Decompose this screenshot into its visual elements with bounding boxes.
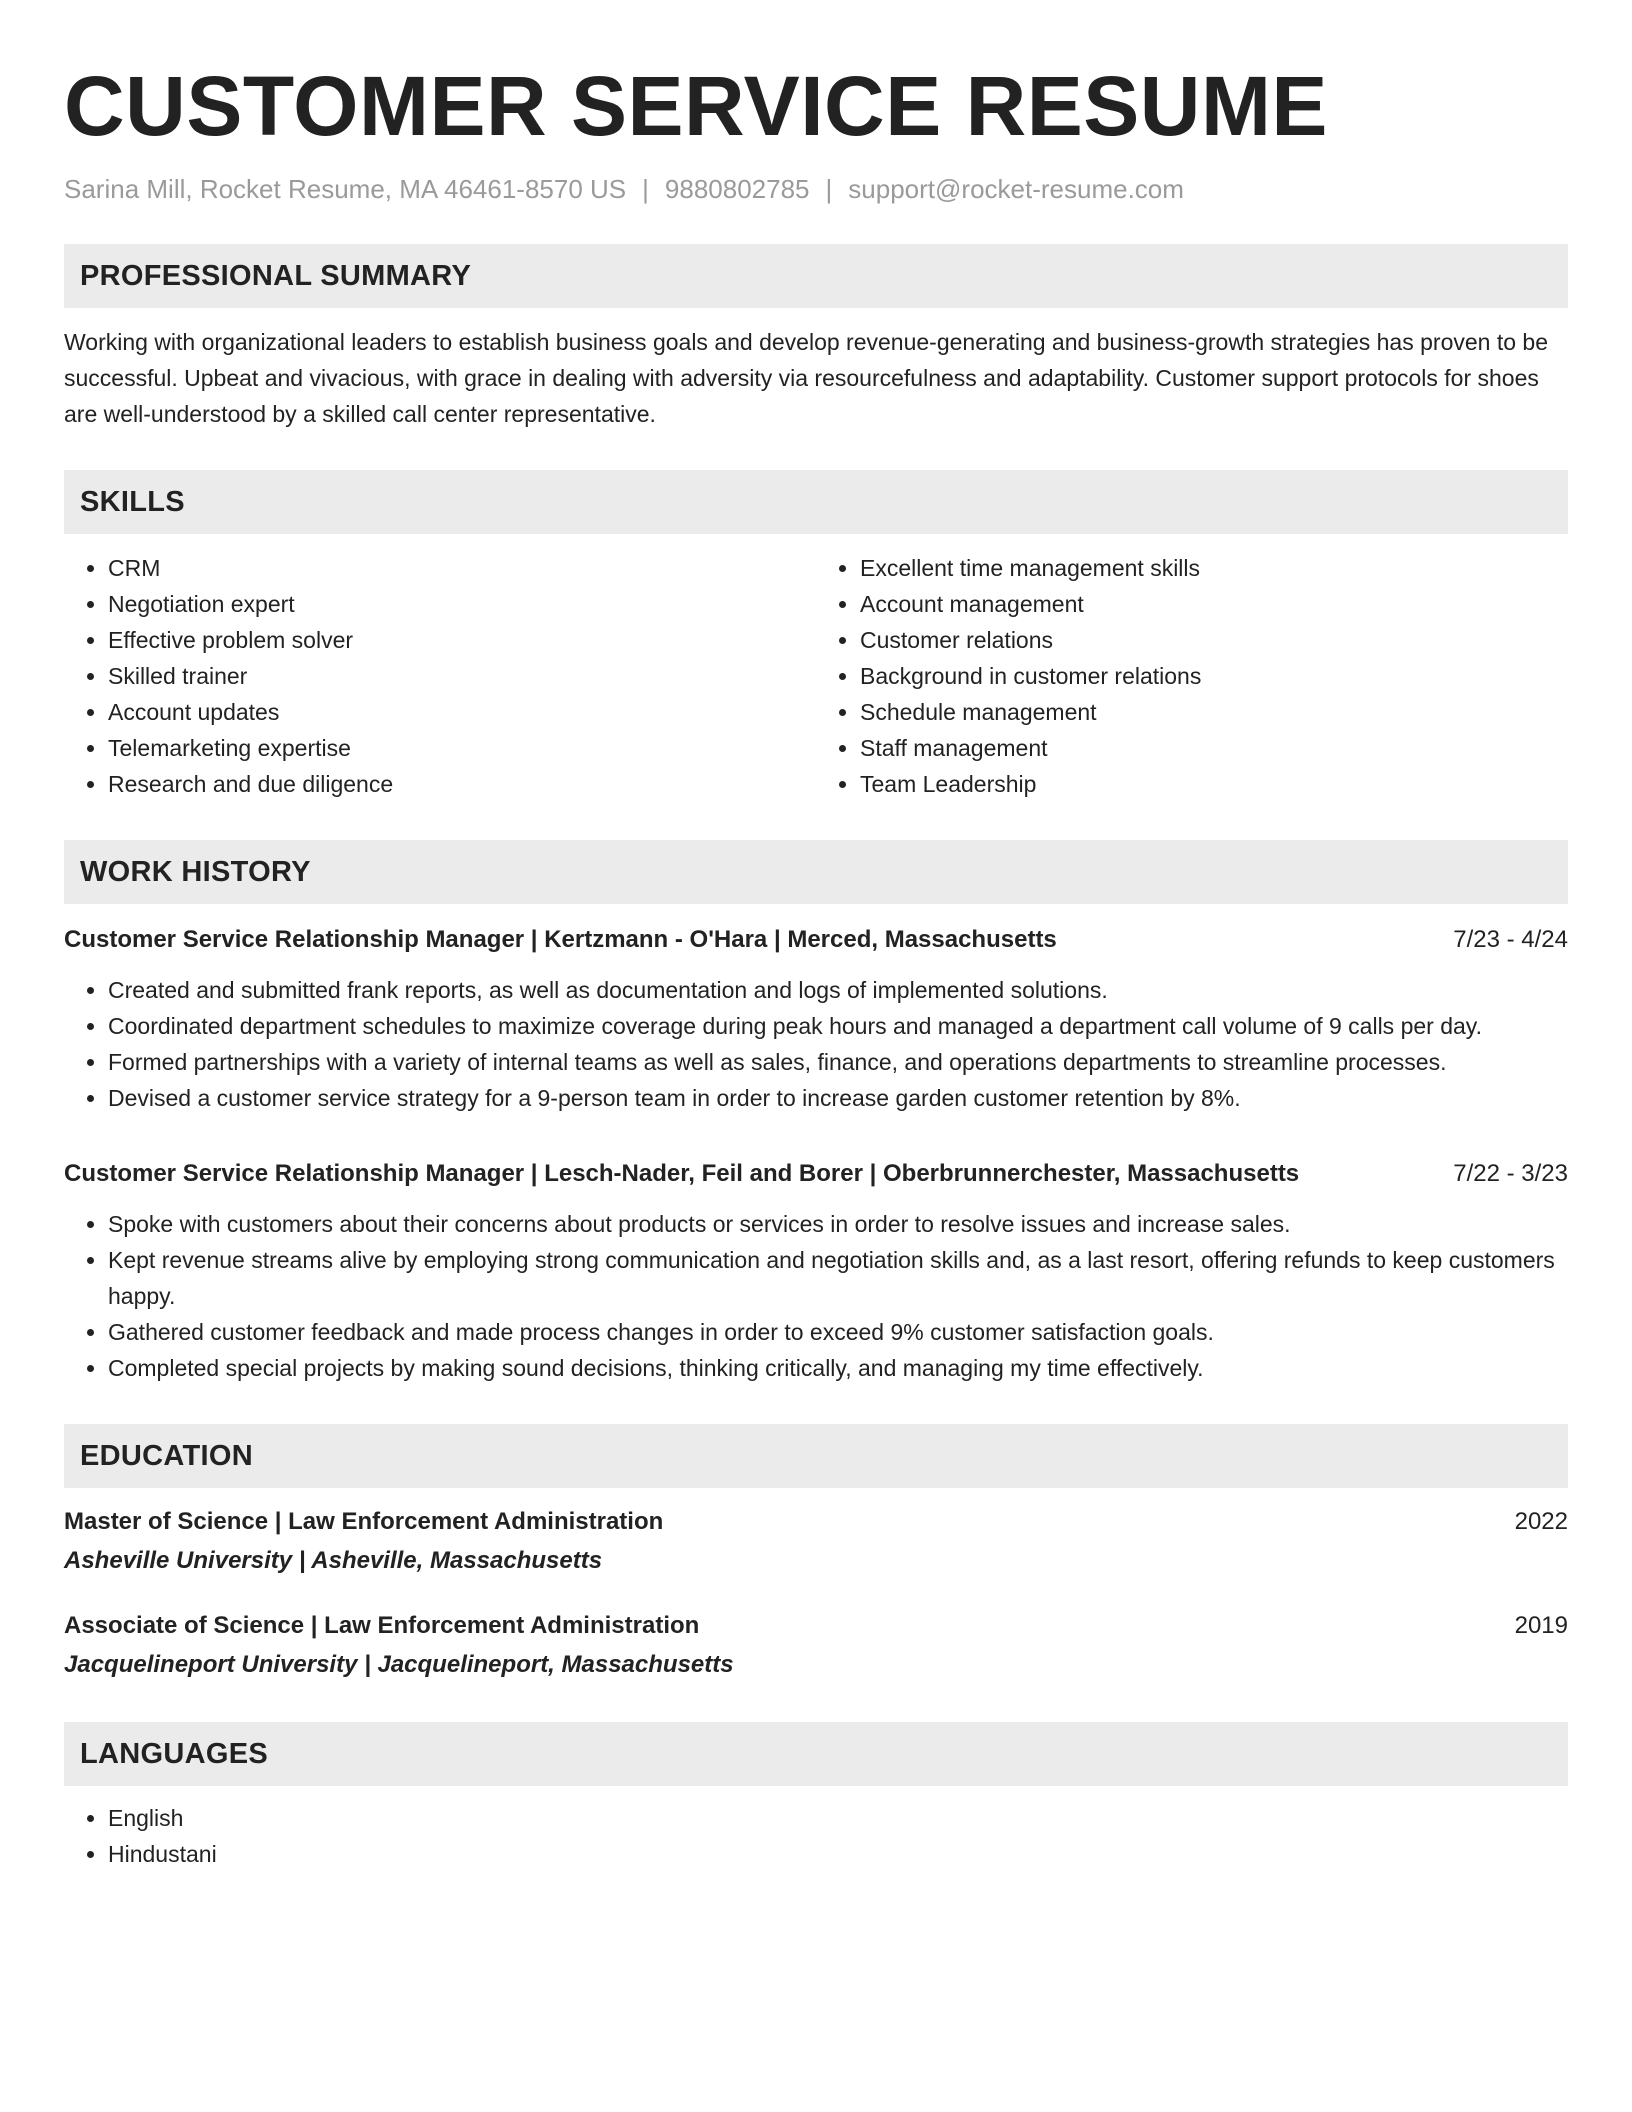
languages-section-header [64,1722,1568,1786]
job-bullet: • Coordinated department schedules to maximize coverage during peak hours and managed a department call volume of 9 calls per day. [108,1008,1568,1044]
skill-item: • Effective problem solver [108,622,816,658]
job-bullet: • Devised a customer service strategy for a 9-person team in order to increase garden customer retention by 8%. [108,1080,1568,1116]
language-item: • English [108,1800,1568,1836]
resume-title: CUSTOMER SERVICE RESUME [64,59,1328,153]
skill-item: • Telemarketing expertise [108,730,816,766]
job-header [64,1156,1568,1192]
education-header [64,1504,1568,1540]
language-item: • Hindustani [108,1836,1568,1872]
skill-item: • Excellent time management skills [860,550,1568,586]
job-entry [64,1156,1568,1386]
skill-item: • CRM [108,550,816,586]
skill-item: • Background in customer relations [860,658,1568,694]
contact-line [64,172,1568,206]
job-header [64,922,1568,958]
education-year: 2022 [1514,1508,1568,1535]
work-section-header [64,840,1568,904]
skills-column-right [816,550,1568,802]
education-degree: Master of Science | Law Enforcement Administration [64,1508,664,1535]
skill-item: • Schedule management [860,694,1568,730]
job-bullet: • Gathered customer feedback and made process changes in order to exceed 9% customer satisfaction goals. [108,1314,1568,1350]
summary-text: Working with organizational leaders to establish business goals and develop revenue-generating and business-growth strategies has proven to be successful. Upbeat and vivacious, with grace in dealing with adversity via resourcefulness and adaptability. Customer support protocols for shoes are well-understood by a skilled call center representative. [64,329,1548,427]
skill-item: • Team Leadership [860,766,1568,802]
job-bullet: • Completed special projects by making sound decisions, thinking critically, and managing my time effectively. [108,1350,1568,1386]
job-title: Customer Service Relationship Manager | Lesch-Nader, Feil and Borer | Oberbrunnerchester, Massachusetts [64,1160,1300,1187]
job-bullet: • Kept revenue streams alive by employing strong communication and negotiation skills and, as a last resort, offering refunds to keep customers happy. [108,1242,1568,1314]
education-entry [64,1608,1568,1684]
skill-item: • Customer relations [860,622,1568,658]
languages-heading: LANGUAGES [80,1737,268,1770]
education-header [64,1608,1568,1644]
skills-list [64,550,1568,802]
summary-heading: PROFESSIONAL SUMMARY [80,259,472,292]
skills-section-header [64,470,1568,534]
education-school: Jacquelineport University | Jacquelineport, Massachusetts [64,1651,734,1678]
summary-section-header [64,244,1568,308]
contact-email: support@rocket-resume.com [848,174,1184,204]
skill-item: • Negotiation expert [108,586,816,622]
contact-address: Sarina Mill, Rocket Resume, MA 46461-8570 US [64,174,627,204]
work-heading: WORK HISTORY [80,855,311,888]
skill-item: • Account management [860,586,1568,622]
skills-column-left [64,550,816,802]
job-bullets [64,1206,1568,1386]
education-school: Asheville University | Asheville, Massachusetts [64,1547,603,1574]
skills-heading: SKILLS [80,485,185,518]
job-bullet: • Spoke with customers about their concerns about products or services in order to resolve issues and increase sales. [108,1206,1568,1242]
education-entry [64,1504,1568,1580]
skill-item: • Staff management [860,730,1568,766]
contact-separator: | [642,174,649,204]
education-year: 2019 [1514,1612,1568,1639]
languages-list [64,1800,1568,1872]
job-title: Customer Service Relationship Manager | Kertzmann - O'Hara | Merced, Massachusetts [64,926,1057,953]
job-bullets [64,972,1568,1116]
skill-item: • Account updates [108,694,816,730]
contact-phone: 9880802785 [664,174,810,204]
skill-item: • Skilled trainer [108,658,816,694]
skill-item: • Research and due diligence [108,766,816,802]
job-dates: 7/22 - 3/23 [1453,1160,1568,1187]
job-bullet: • Formed partnerships with a variety of internal teams as well as sales, finance, and operations departments to streamline processes. [108,1044,1568,1080]
job-bullet: • Created and submitted frank reports, as well as documentation and logs of implemented solutions. [108,972,1568,1008]
education-degree: Associate of Science | Law Enforcement Administration [64,1612,700,1639]
job-entry [64,922,1568,1116]
job-dates: 7/23 - 4/24 [1453,926,1568,953]
contact-separator: | [825,174,833,204]
education-heading: EDUCATION [80,1439,253,1472]
education-section-header [64,1424,1568,1488]
